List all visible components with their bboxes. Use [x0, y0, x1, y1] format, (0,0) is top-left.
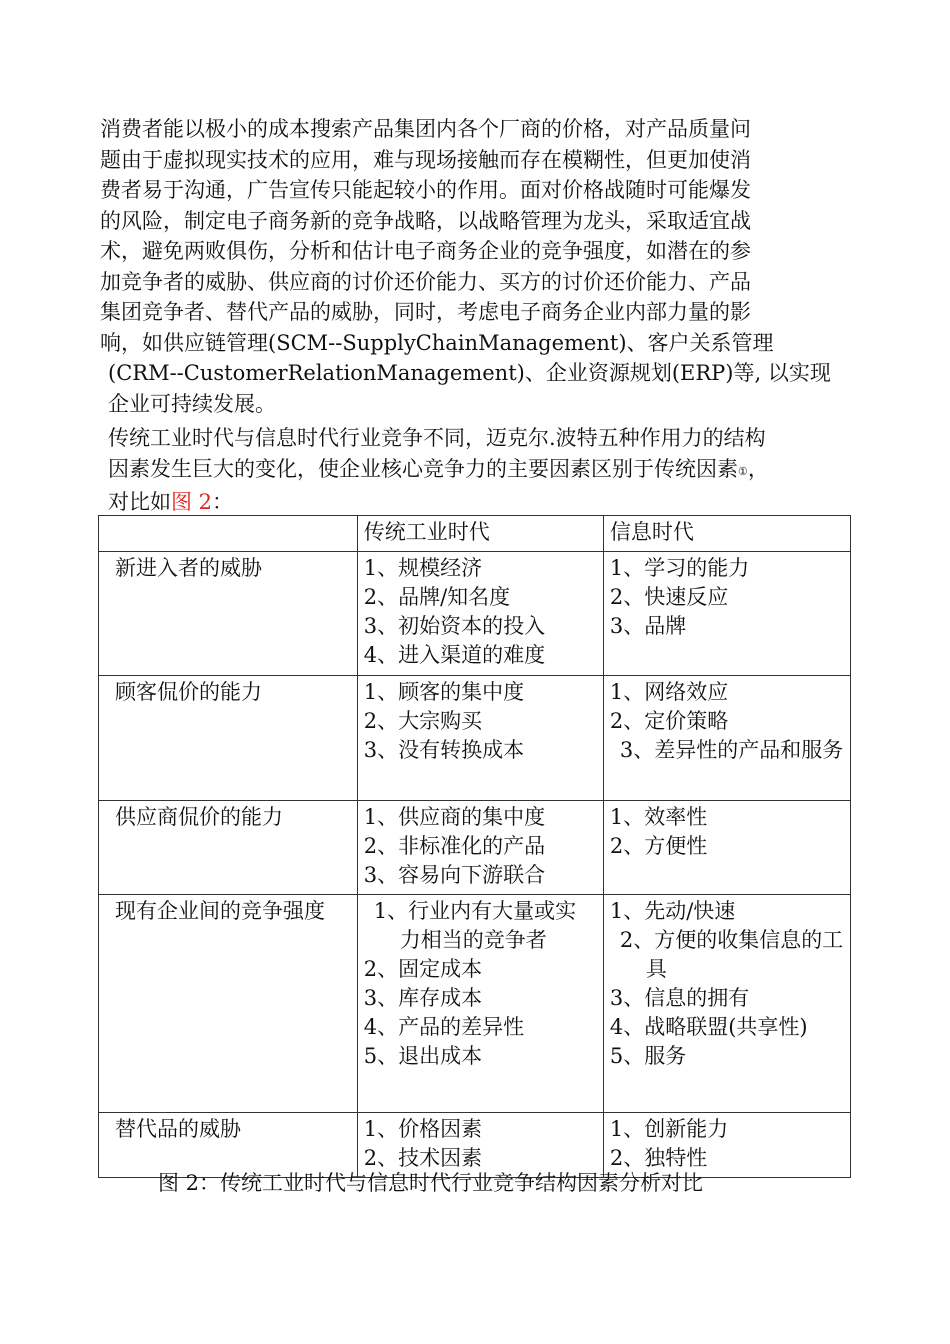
- list-item: 3、品牌: [609, 614, 687, 638]
- intro-paragraph: [100, 114, 852, 419]
- table-row: [99, 801, 851, 895]
- list-item: 2、大宗购买: [363, 709, 483, 733]
- table-row: [99, 552, 851, 676]
- paragraph-line: [108, 487, 852, 518]
- comparison-paragraph: [100, 423, 852, 518]
- figure-reference-link[interactable]: 图 2: [171, 490, 213, 514]
- paragraph-line: 加竞争者的威胁、供应商的讨价还价能力、买方的讨价还价能力、产品: [100, 269, 751, 294]
- list-item: 2、技术因素: [363, 1146, 483, 1170]
- list-item: 5、退出成本: [363, 1044, 483, 1068]
- list-item: 2、固定成本: [363, 957, 483, 981]
- paragraph-line: 的风险，制定电子商务新的竞争战略，以战略管理为龙头，采取适宜战: [100, 208, 751, 233]
- list-item: 1、供应商的集中度: [363, 805, 546, 829]
- table-row: [99, 895, 851, 1113]
- list-item: 1、创新能力: [609, 1117, 729, 1141]
- list-item: 2、方便性: [609, 834, 708, 858]
- list-item: 5、服务: [609, 1044, 687, 1068]
- paragraph-line: 题由于虚拟现实技术的应用，难与现场接触而存在模糊性，但更加使消: [100, 147, 751, 172]
- list-item: 1、行业内有大量或实力相当的竞争者: [373, 899, 577, 952]
- list-item: 3、初始资本的投入: [363, 614, 546, 638]
- list-item: 1、先动/快速: [609, 899, 736, 923]
- paragraph-line: (CRM--CustomerRelationManagement)、企业资源规划(ERP)等, 以实现: [108, 361, 831, 385]
- list-item: 3、容易向下游联合: [363, 863, 546, 887]
- factor-cell: 新进入者的威胁: [99, 552, 358, 676]
- list-item: 2、方便的收集信息的工具: [619, 928, 844, 981]
- information-cell: [603, 895, 850, 1113]
- list-item: 2、独特性: [609, 1146, 708, 1170]
- traditional-cell: [357, 801, 603, 895]
- information-cell: [603, 801, 850, 895]
- list-item: 3、没有转换成本: [363, 738, 525, 762]
- header-cell-factor: [99, 516, 358, 552]
- information-cell: [603, 552, 850, 676]
- list-item: 2、定价策略: [609, 709, 729, 733]
- list-item: 2、品牌/知名度: [363, 585, 511, 609]
- comparison-table: [98, 515, 851, 1178]
- information-cell: [603, 676, 850, 801]
- paragraph-line: 传统工业时代与信息时代行业竞争不同，迈克尔.波特五种作用力的结构: [108, 426, 766, 450]
- paragraph-line: 费者易于沟通，广告宣传只能起较小的作用。面对价格战随时可能爆发: [100, 178, 751, 202]
- list-item: 2、快速反应: [609, 585, 729, 609]
- list-item: 3、库存成本: [363, 986, 483, 1010]
- list-item: 1、价格因素: [363, 1117, 483, 1141]
- list-item: 4、产品的差异性: [363, 1015, 525, 1039]
- factor-cell: 现有企业间的竞争强度: [99, 895, 358, 1113]
- traditional-cell: [357, 676, 603, 801]
- footnote-mark: ①: [738, 464, 748, 478]
- list-item: 1、规模经济: [363, 556, 483, 580]
- paragraph-text: 因素发生巨大的变化，使企业核心竞争力的主要因素区别于传统因素: [108, 456, 738, 481]
- traditional-cell: [357, 552, 603, 676]
- header-cell-traditional: 传统工业时代: [357, 516, 603, 552]
- factor-cell: 供应商侃价的能力: [99, 801, 358, 895]
- list-item: 1、顾客的集中度: [363, 680, 525, 704]
- traditional-cell: [357, 895, 603, 1113]
- factor-cell: 顾客侃价的能力: [99, 676, 358, 801]
- list-item: 4、进入渠道的难度: [363, 643, 546, 667]
- factor-cell: 替代品的威胁: [99, 1113, 358, 1178]
- paragraph-line: [108, 454, 852, 488]
- paragraph-line: 术，避免两败俱伤，分析和估计电子商务企业的竞争强度，如潜在的参: [100, 239, 751, 263]
- paragraph-line: 集团竞争者、替代产品的威胁，同时，考虑电子商务企业内部力量的影: [100, 300, 751, 324]
- list-item: 3、信息的拥有: [609, 986, 750, 1010]
- paragraph-text: 对比如: [108, 490, 171, 514]
- figure-caption: 图 2：传统工业时代与信息时代行业竞争结构因素分析对比: [158, 1171, 704, 1195]
- paragraph-line: 响，如供应链管理(SCM--SupplyChainManagement)、客户关系管理: [100, 330, 774, 355]
- list-item: 2、非标准化的产品: [363, 834, 546, 858]
- list-item: 1、网络效应: [609, 680, 729, 704]
- paragraph-text: ，: [747, 456, 769, 481]
- table-header-row: [99, 516, 851, 552]
- header-cell-information: 信息时代: [603, 516, 850, 552]
- table-row: [99, 676, 851, 801]
- paragraph-line: 企业可持续发展。: [108, 391, 276, 416]
- list-item: 3、差异性的产品和服务: [619, 738, 844, 762]
- list-item: 1、效率性: [609, 805, 708, 829]
- list-item: 1、学习的能力: [609, 556, 750, 580]
- paragraph-line: 消费者能以极小的成本搜索产品集团内各个厂商的价格，对产品质量问: [100, 117, 751, 141]
- list-item: 4、战略联盟(共享性): [609, 1015, 808, 1039]
- paragraph-text: ：: [212, 490, 234, 514]
